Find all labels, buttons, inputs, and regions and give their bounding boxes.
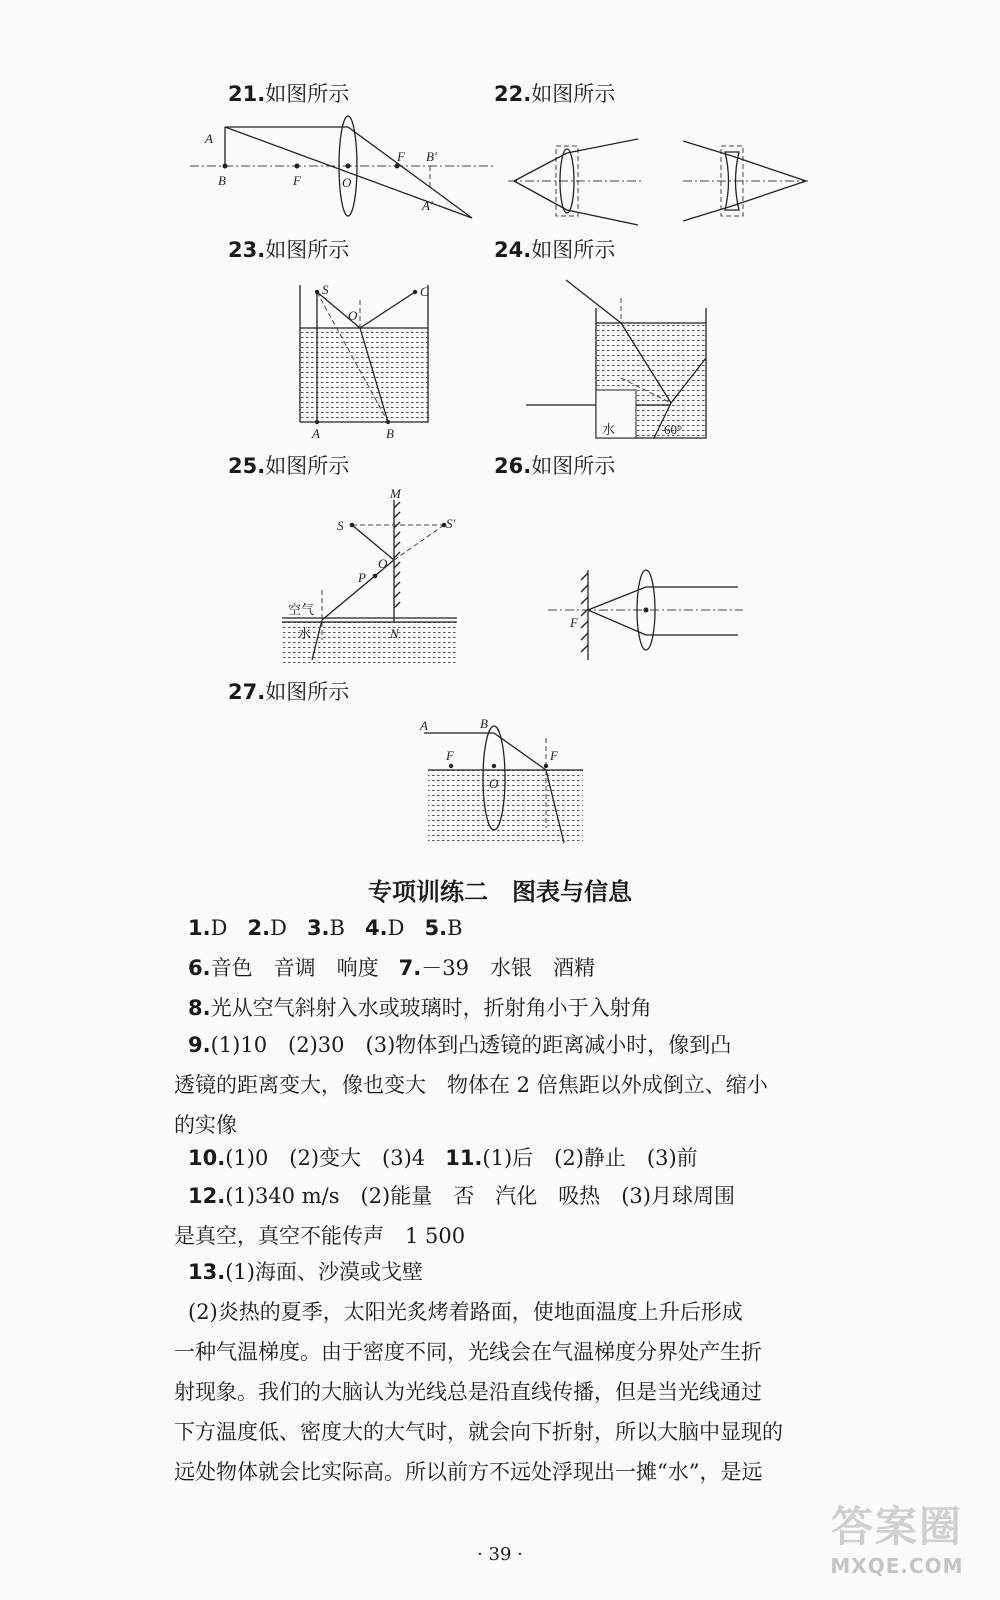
answer-line-1-5: 1.D 2.D 3.B 4.D 5.B — [188, 916, 463, 940]
diagram-25-mirror-water — [282, 486, 462, 670]
d24-label-water: 水 — [602, 422, 616, 437]
diagram-22-lenses — [508, 128, 818, 228]
d27-label-F1: F — [446, 748, 454, 763]
page-number: · 39 · — [477, 1544, 523, 1565]
diagram-23-water-container — [290, 280, 450, 440]
d24-label-angle: 60° — [664, 422, 683, 437]
diagram-21-convex-lens-imaging — [190, 115, 500, 230]
d25-label-S: S — [337, 518, 344, 533]
d23-label-B: B — [386, 426, 394, 441]
answer-13: 13.(1)海面、沙漠或戈壁 (2)炎热的夏季，太阳光炙烤着路面，使地面温度上升后形成 一种气温梯度。由于密度不同，光线会在气温梯度分界处产生折 射现象。我们的大脑认为光线总是沿直线传播，但是当光线通过 下方温度低、密度大的大气时，就会向下折射，所以大脑中显现的 远处物体就会比实际高。所以前方不远处浮现出一摊“水”，是远 — [174, 1260, 783, 1484]
d21-label-O: O — [342, 175, 352, 190]
answers-block — [188, 918, 828, 1019]
d27-label-B: B — [480, 716, 488, 731]
figure-label-23: 23.如图所示 — [228, 238, 350, 262]
diagram-26-mirror-lens — [548, 565, 748, 665]
d25-label-N: N — [390, 626, 399, 641]
d21-label-Ap: A′ — [422, 198, 433, 213]
diagram-24-water-refraction — [526, 278, 726, 443]
d23-label-A: A — [312, 426, 320, 441]
figure-label-22: 22.如图所示 — [494, 82, 616, 106]
figure-label-26: 26.如图所示 — [494, 454, 616, 478]
d25-label-Sp: S′ — [446, 516, 456, 531]
figure-label-21: 21.如图所示 — [228, 82, 350, 106]
d25-label-air: 空气 — [288, 602, 315, 617]
figure-label-27: 27.如图所示 — [228, 680, 350, 704]
answer-line-8: 8.光从空气斜射入水或玻璃时，折射角小于入射角 — [188, 996, 652, 1020]
diagram-27-lens-water — [416, 718, 586, 848]
answer-12: 12.(1)340 m/s (2)能量 否 汽化 吸热 (3)月球周围 是真空，真空不能传声 1 500 — [174, 1184, 735, 1248]
d27-label-A: A — [420, 718, 428, 733]
d23-label-S: S — [322, 282, 329, 297]
answer-10-11: 10.(1)0 (2)变大 (3)4 11.(1)后 (2)静止 (3)前 — [188, 1146, 698, 1170]
d21-label-F1: F — [293, 173, 301, 188]
d21-label-F2: F — [397, 149, 405, 164]
answer-9: 9.(1)10 (2)30 (3)物体到凸透镜的距离减小时，像到凸 透镜的距离变大，像也变大 物体在 2 倍焦距以外成倒立、缩小 的实像 — [174, 1033, 768, 1137]
d21-label-B: B — [218, 173, 226, 188]
d25-label-water: 水 — [298, 626, 312, 641]
d26-label-F: F — [570, 615, 578, 630]
answer-line-6-7: 6.音色 音调 响度 7.－39 水银 酒精 — [188, 956, 595, 980]
d27-label-F2: F — [550, 748, 558, 763]
d23-label-O: O — [348, 308, 358, 323]
figure-label-25: 25.如图所示 — [228, 454, 350, 478]
d21-label-A: A — [205, 131, 213, 146]
d23-label-C: C — [420, 284, 429, 299]
d21-label-Bp: B′ — [426, 149, 437, 164]
watermark-logo: 答案圈 MXQE.COM — [830, 1502, 964, 1578]
d25-label-P: P — [358, 570, 366, 585]
d25-label-O: O — [378, 556, 388, 571]
figure-label-24: 24.如图所示 — [494, 238, 616, 262]
d25-label-M: M — [390, 486, 401, 501]
section-title: 专项训练二 图表与信息 — [368, 878, 632, 906]
d27-label-O: O — [489, 776, 499, 791]
